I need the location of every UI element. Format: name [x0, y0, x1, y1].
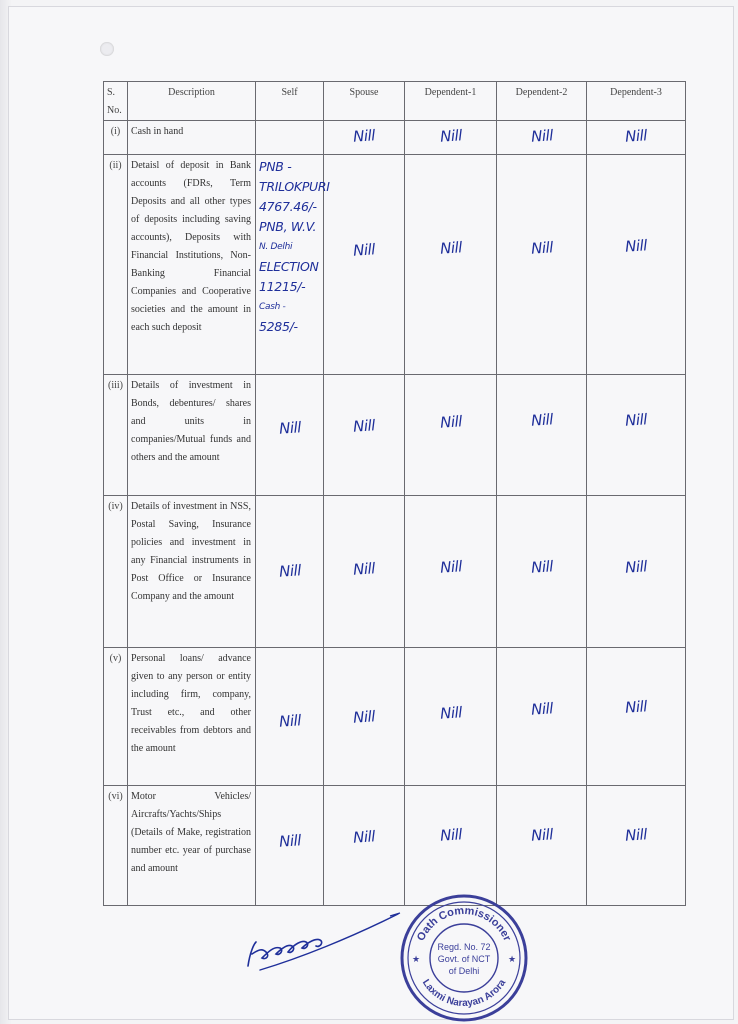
table-row	[104, 786, 686, 906]
header-description: Description	[128, 82, 256, 121]
cell-self	[256, 375, 324, 496]
cell-dependent-3	[587, 375, 686, 496]
header-dependent-2: Dependent-2	[497, 82, 587, 121]
handwritten-line: 4767.46/-	[259, 199, 317, 214]
cell-self	[256, 121, 324, 155]
header-dependent-1: Dependent-1	[405, 82, 497, 121]
row-number: (iv)	[104, 496, 128, 648]
table-header-row	[104, 82, 686, 121]
seal-line-2: Govt. of NCT	[437, 954, 491, 964]
cell-self	[256, 648, 324, 786]
header-self: Self	[256, 82, 324, 121]
handwritten-line: 11215/-	[259, 279, 306, 294]
handwritten-value: Nill	[278, 831, 301, 851]
handwritten-value: Nill	[439, 238, 462, 258]
cell-dependent-1	[405, 496, 497, 648]
row-description: Details of investment in NSS, Postal Saving, Insurance policies and investment in any Financial instruments in Post Office or Insurance Company and the amount	[128, 496, 256, 648]
cell-self	[256, 786, 324, 906]
handwritten-value: Nill	[352, 559, 376, 579]
cell-spouse	[324, 121, 405, 155]
handwritten-value: Nill	[439, 703, 462, 723]
handwritten-value: Nill	[352, 240, 376, 260]
seal-line-3: of Delhi	[448, 966, 480, 976]
handwritten-line: PNB, W.V.	[259, 219, 317, 234]
row-description: Details of investment in Bonds, debentures/ shares and units in companies/Mutual funds and others and the amount	[128, 375, 256, 496]
table-row	[104, 121, 686, 155]
row-number: (i)	[104, 121, 128, 155]
handwritten-value: Nill	[530, 825, 553, 845]
seal-line-1: Regd. No. 72	[437, 942, 491, 952]
row-description: Cash in hand	[128, 121, 256, 155]
seal-outer-top: Oath Commissioner	[414, 904, 514, 944]
row-number: (iii)	[104, 375, 128, 496]
cell-dependent-1	[405, 155, 497, 375]
handwritten-value: Nill	[624, 236, 648, 256]
cell-dependent-1	[405, 121, 497, 155]
punch-hole	[100, 42, 114, 56]
handwritten-line: 5285/-	[259, 319, 298, 334]
handwritten-value: Nill	[352, 827, 376, 847]
cell-self	[256, 496, 324, 648]
cell-dependent-3	[587, 496, 686, 648]
header-spouse: Spouse	[324, 82, 405, 121]
handwritten-value: Nill	[530, 126, 553, 146]
row-description: Detaisl of deposit in Bank accounts (FDRs, Term Deposits and all other types of deposits including saving accounts), Deposits with Financial Institutions, Non-Banking Financial Companies and Cooperative societies and the amount in each such deposit	[128, 155, 256, 375]
cell-dependent-2	[497, 121, 587, 155]
handwritten-value: Nill	[439, 557, 462, 577]
handwritten-value: Nill	[530, 410, 553, 430]
cell-spouse	[324, 648, 405, 786]
header-dependent-3: Dependent-3	[587, 82, 686, 121]
cell-spouse	[324, 786, 405, 906]
cell-dependent-1	[405, 786, 497, 906]
cell-self	[256, 155, 330, 375]
handwritten-value: Nill	[624, 557, 648, 577]
handwritten-value: Nill	[624, 825, 648, 845]
handwritten-value: Nill	[530, 699, 553, 719]
handwritten-value: Nill	[624, 697, 648, 717]
cell-dependent-1	[405, 648, 497, 786]
seal-star-icon: ★	[412, 954, 421, 964]
handwritten-value: Nill	[439, 412, 462, 432]
table-row	[104, 375, 686, 496]
handwritten-value: Nill	[530, 557, 553, 577]
oath-commissioner-seal	[398, 892, 530, 1024]
cell-dependent-2	[497, 648, 587, 786]
cell-dependent-3	[587, 648, 686, 786]
signature	[240, 908, 410, 978]
seal-outer-bottom: Laxmi Narayan Arora	[419, 977, 509, 1010]
handwritten-value: Nill	[530, 238, 553, 258]
cell-dependent-2	[497, 375, 587, 496]
handwritten-value: Nill	[439, 825, 462, 845]
handwritten-line: TRILOKPURI	[259, 179, 330, 194]
handwritten-value: Nill	[352, 126, 376, 146]
handwritten-value: Nill	[624, 126, 648, 146]
handwritten-value: Nill	[439, 126, 462, 146]
handwritten-value: Nill	[624, 410, 648, 430]
table-row	[104, 496, 686, 648]
header-sno: S. No.	[104, 82, 128, 121]
row-number: (ii)	[104, 155, 128, 375]
handwritten-value: Nill	[278, 561, 301, 581]
cell-spouse	[324, 496, 405, 648]
cell-dependent-2	[497, 496, 587, 648]
handwritten-value: Nill	[352, 707, 376, 727]
cell-dependent-2	[497, 155, 587, 375]
table-row	[104, 648, 686, 786]
cell-dependent-2	[497, 786, 587, 906]
table-row	[104, 155, 686, 375]
row-number: (vi)	[104, 786, 128, 906]
cell-dependent-3	[587, 786, 686, 906]
row-description: Personal loans/ advance given to any person or entity including firm, company, Trust etc., and other receivables from debtors and the amount	[128, 648, 256, 786]
assets-table	[103, 81, 686, 906]
handwritten-line: N. Delhi	[259, 242, 293, 252]
handwritten-line: ELECTION	[259, 259, 319, 274]
cell-dependent-1	[405, 375, 497, 496]
cell-dependent-3	[587, 155, 686, 375]
seal-star-icon: ★	[508, 954, 517, 964]
handwritten-value: Nill	[278, 418, 301, 438]
row-description: Motor Vehicles/ Aircrafts/Yachts/Ships (Details of Make, registration number etc. year of purchase and amount	[128, 786, 256, 906]
cell-dependent-3	[587, 121, 686, 155]
cell-spouse	[324, 155, 405, 375]
handwritten-line: Cash -	[259, 302, 286, 312]
cell-spouse	[324, 375, 405, 496]
handwritten-value: Nill	[352, 416, 376, 436]
row-number: (v)	[104, 648, 128, 786]
handwritten-value: Nill	[278, 711, 301, 731]
handwritten-line: PNB -	[259, 159, 292, 174]
